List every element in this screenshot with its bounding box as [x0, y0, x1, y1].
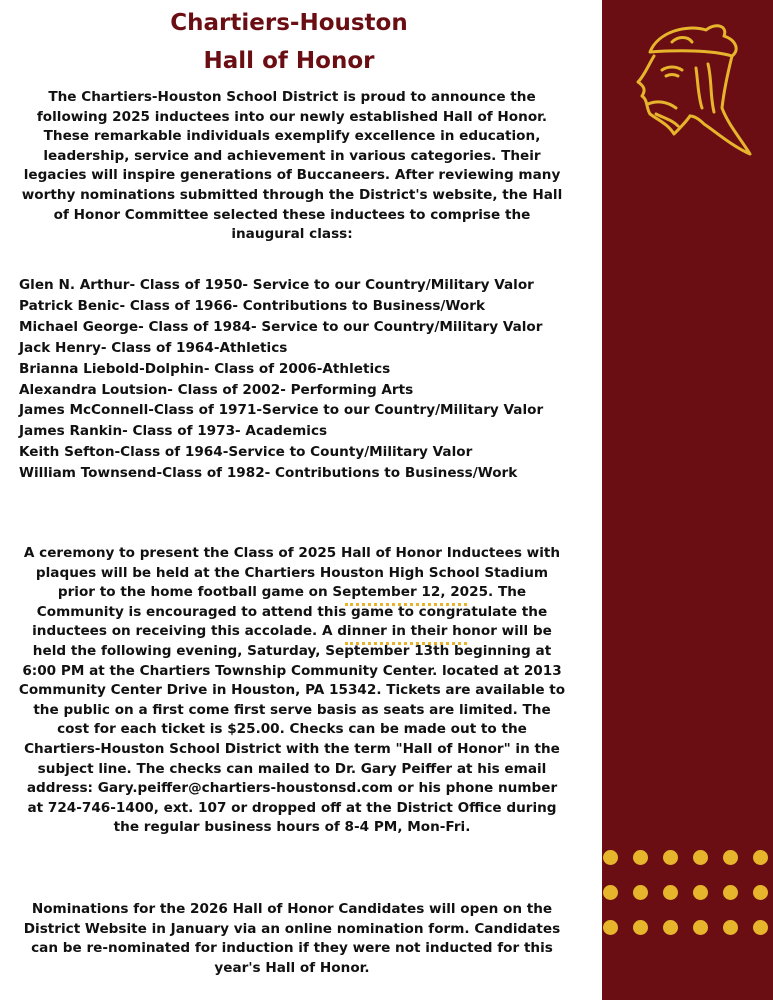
- decorative-dot: [753, 885, 768, 900]
- ceremony-paragraph: A ceremony to present the Class of 2025 Hall of Honor Inductees with plaques will be held at the Chartiers Houston High School Stadium prior to the home football game on September 12, 2025. The Community is encouraged to attend this game to congratulate the inductees on receiving this accolade. A dinner in their honor will be held the following evening, Saturday, September 13th beginning at 6:00 PM at the Chartiers Township Community Center. located at 2013 Community Center Drive in Houston, PA 15342. Tickets are available to the public on a first come first serve basis as seats are limited. The cost for each ticket is $25.00. Checks can be made out to the Chartiers-Houston School District with the term "Hall of Honor" in the subject line. The checks can mailed to Dr. Gary Peiffer at his email address: Gary.peiffer@chartiers-houstonsd.com or his phone number at 724-746-1400, ext. 107 or dropped off at the District Office during the regular business hours of 8-4 PM, Mon-Fri.: [18, 545, 566, 836]
- decorative-dot: [663, 920, 678, 935]
- decorative-dot: [603, 920, 618, 935]
- title-line-1: Chartiers-Houston: [170, 10, 408, 36]
- intro-paragraph: The Chartiers-Houston School District is proud to announce the following 2025 inductees into our newly established Hall of Honor. These remarkable individuals exemplify excellence in education, leadership, service and achievement in various categories. Their legacies will inspire generations of Buccaneers. After reviewing many worthy nominations submitted through the District's website, the Hall of Honor Committee selected these inductees to comprise the inaugural class:: [21, 89, 563, 243]
- decorative-dot: [753, 850, 768, 865]
- inductee-item: Glen N. Arthur- Class of 1950- Service to our Country/Military Valor: [19, 277, 534, 293]
- inductee-item: Keith Sefton-Class of 1964-Service to County/Military Valor: [19, 444, 473, 461]
- decorative-dot: [723, 885, 738, 900]
- decorative-dot: [753, 920, 768, 935]
- inductee-item: Brianna Liebold-Dolphin- Class of 2006-Athletics: [19, 360, 391, 377]
- decorative-dot: [633, 850, 648, 865]
- inductee-item: James McConnell-Class of 1971-Service to our Country/Military Valor: [19, 402, 544, 419]
- decorative-dot: [603, 885, 618, 900]
- decorative-dot: [603, 850, 618, 865]
- inductee-item: Patrick Benic- Class of 1966- Contributions to Business/Work: [19, 297, 485, 314]
- inductee-item: Alexandra Loutsion- Class of 2002- Performing Arts: [19, 381, 414, 398]
- decorative-dot: [723, 850, 738, 865]
- inductee-item: Jack Henry- Class of 1964-Athletics: [19, 339, 288, 356]
- inductee-list: [19, 275, 579, 484]
- decorative-dot: [723, 920, 738, 935]
- inductee-item: William Townsend-Class of 1982- Contributions to Business/Work: [19, 465, 518, 482]
- nominations-paragraph: Nominations for the 2026 Hall of Honor Candidates will open on the District Website in January via an online nomination form. Candidates can be re-nominated for induction if they were not inducted for this year's Hall of Honor.: [23, 901, 561, 976]
- decorative-dot: [693, 885, 708, 900]
- decorative-dotted-frame: [345, 603, 467, 645]
- decorative-dot: [633, 885, 648, 900]
- inductee-item: Michael George- Class of 1984- Service to our Country/Military Valor: [19, 318, 543, 335]
- decorative-dot: [693, 920, 708, 935]
- inductee-item: James Rankin- Class of 1973- Academics: [19, 423, 328, 440]
- decorative-dot: [663, 885, 678, 900]
- decorative-dot: [663, 850, 678, 865]
- title-line-2: Hall of Honor: [203, 48, 375, 74]
- buccaneer-logo-icon: [628, 20, 758, 165]
- decorative-dot: [693, 850, 708, 865]
- decorative-dot: [633, 920, 648, 935]
- decorative-dot-grid: [600, 847, 772, 957]
